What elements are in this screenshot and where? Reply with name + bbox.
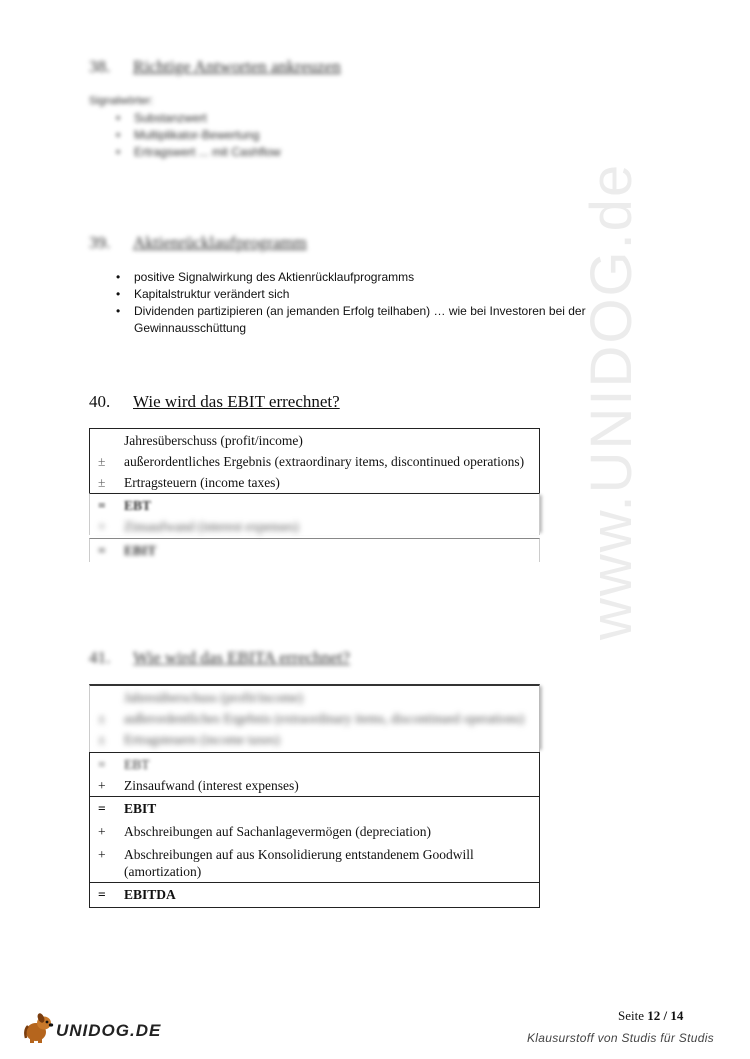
dog-icon	[22, 1012, 56, 1049]
q40-group-2	[89, 493, 540, 535]
q41-number: 41.	[89, 648, 111, 667]
q40-table	[89, 428, 540, 562]
page-total: 14	[670, 1008, 684, 1023]
list-item: • Kapitalstruktur verändert sich	[112, 286, 632, 303]
page-number	[618, 1008, 683, 1024]
row-operator: +	[98, 778, 106, 793]
row-operator: =	[98, 498, 106, 513]
row-text: Jahresüberschuss (profit/income)	[124, 433, 303, 448]
q40-group-1	[89, 428, 540, 493]
row-text: Ertragsteuern (income taxes)	[124, 732, 280, 747]
table-row	[90, 689, 539, 706]
row-text: EBIT	[124, 801, 157, 816]
table-row	[90, 497, 539, 514]
q38-heading	[89, 57, 341, 77]
q41-group-4	[89, 882, 540, 908]
table-row	[90, 777, 539, 794]
row-text: Abschreibungen auf Sachanlagevermögen (depreciation)	[124, 824, 431, 839]
row-text: Jahresüberschuss (profit/income)	[124, 690, 303, 705]
table-row	[90, 756, 539, 773]
row-operator: ±	[98, 732, 106, 747]
table-row	[90, 823, 539, 840]
row-operator: =	[98, 543, 106, 558]
table-row	[90, 846, 539, 880]
page-current: 12	[647, 1008, 661, 1023]
page-label: Seite	[618, 1008, 644, 1023]
list-item: • positive Signalwirkung des Aktienrücklaufprogramms	[112, 269, 632, 286]
unidog-logo	[22, 1012, 161, 1049]
list-item: • Dividenden partizipieren (an jemanden Erfolg teilhaben) … wie bei Investoren bei der Gewinnausschüttung	[112, 303, 632, 337]
table-row	[90, 432, 539, 449]
row-operator: +	[98, 519, 106, 534]
table-row	[90, 710, 539, 727]
q40-title: Wie wird das EBIT errechnet?	[133, 392, 340, 411]
row-text: Zinsaufwand (interest expenses)	[124, 778, 299, 793]
row-operator: =	[98, 887, 106, 902]
page-separator: /	[663, 1008, 668, 1023]
q41-group-2	[89, 752, 540, 796]
row-operator: =	[98, 801, 106, 816]
q41-group-3	[89, 796, 540, 882]
row-text: außerordentliches Ergebnis (extraordinary items, discontinued operations)	[124, 711, 525, 726]
row-text: EBITDA	[124, 887, 176, 902]
q39-list	[112, 269, 632, 337]
row-text: EBT	[124, 498, 152, 513]
row-text: Abschreibungen auf aus Konsolidierung entstandenem Goodwill (amortization)	[124, 847, 474, 879]
q41-title: Wie wird das EBITA errechnet?	[133, 648, 350, 667]
q39-title: Aktienrücklaufprogramm	[133, 233, 307, 252]
table-row	[90, 518, 539, 535]
table-row	[90, 731, 539, 748]
row-text: Ertragsteuern (income taxes)	[124, 475, 280, 490]
table-row	[90, 474, 539, 491]
q39-heading	[89, 233, 307, 253]
q40-heading	[89, 392, 340, 412]
row-operator: +	[98, 824, 106, 839]
row-operator: ±	[98, 475, 106, 490]
q41-heading	[89, 648, 350, 668]
row-operator: =	[98, 757, 106, 772]
table-row	[90, 542, 539, 559]
tagline: Klausurstoff von Studis für Studis	[527, 1031, 714, 1045]
list-item: • Ertragswert ... mit Cashflow	[112, 144, 281, 161]
q38-list	[112, 110, 281, 161]
row-operator: ±	[98, 454, 106, 469]
row-operator: ±	[98, 711, 106, 726]
row-text: EBT	[124, 757, 150, 772]
q41-table	[89, 684, 540, 908]
q38-number: 38.	[89, 57, 111, 76]
q40-number: 40.	[89, 392, 111, 411]
q40-group-3	[89, 538, 540, 562]
list-item: • Multiplikator-Bewertung	[112, 127, 281, 144]
list-item: • Substanzwert	[112, 110, 281, 127]
row-operator: +	[98, 847, 106, 862]
row-text: EBIT	[124, 543, 157, 558]
watermark: www.UNIDOG.de	[579, 162, 644, 640]
row-text: Zinsaufwand (interest expenses)	[124, 519, 299, 534]
q41-group-1	[89, 684, 540, 752]
q38-label: Signalwörter:	[89, 95, 154, 107]
table-row	[90, 886, 539, 903]
row-text: außerordentliches Ergebnis (extraordinary items, discontinued operations)	[124, 454, 525, 469]
table-row	[90, 800, 539, 817]
q39-number: 39.	[89, 233, 111, 252]
logo-text: UNIDOG.DE	[56, 1020, 162, 1040]
q38-title: Richtige Antworten ankreuzen	[133, 57, 341, 76]
table-row	[90, 453, 539, 470]
